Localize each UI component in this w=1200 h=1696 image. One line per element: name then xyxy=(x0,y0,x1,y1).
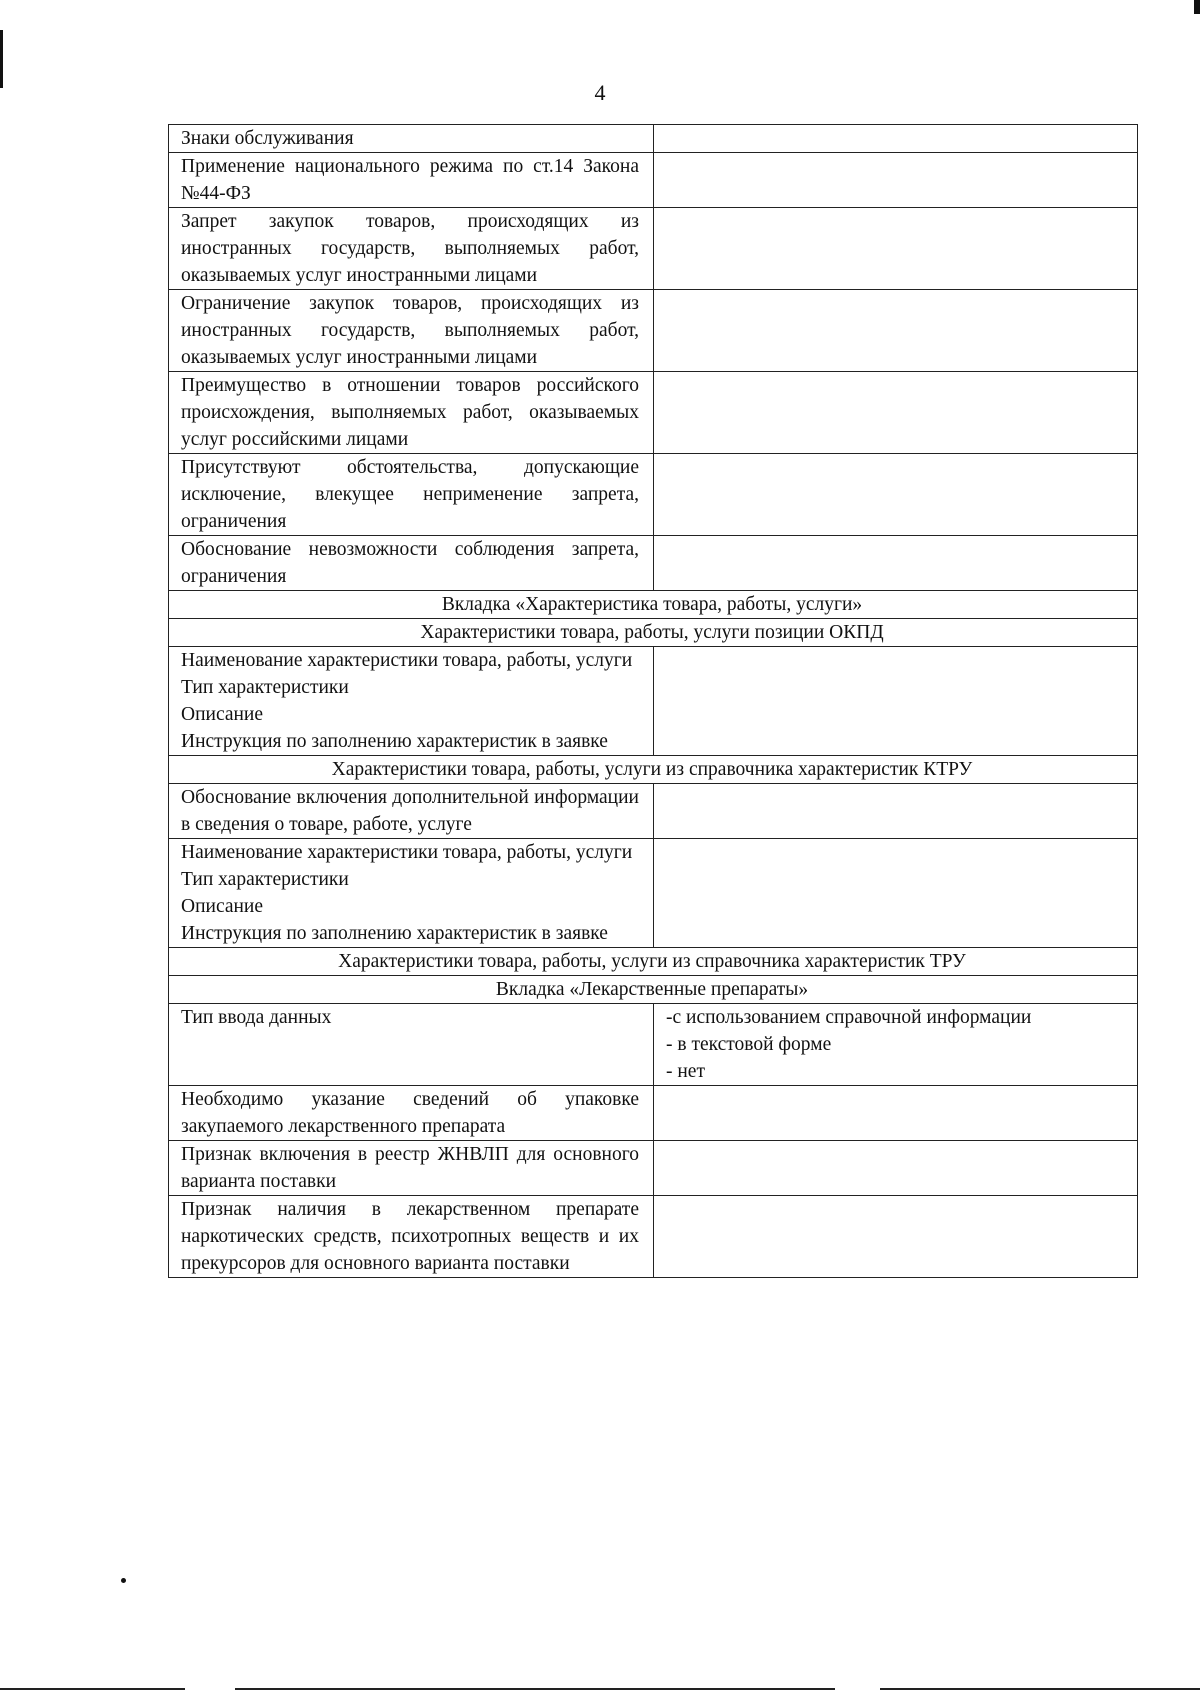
field-row xyxy=(169,125,1138,153)
field-label-line: Наименование характеристики товара, работы, услуги xyxy=(181,842,633,863)
bottom-rule xyxy=(235,1688,835,1690)
section-header-row xyxy=(169,591,1138,619)
value-option: - в текстовой форме xyxy=(666,1034,832,1055)
field-label-line: Инструкция по заполнению характеристик в заявке xyxy=(181,923,608,944)
field-label xyxy=(169,839,654,948)
field-label: Запрет закупок товаров, происходящих из иностранных государств, выполняемых работ, оказываемых услуг иностранными лицами xyxy=(169,208,654,290)
section-header: Характеристики товара, работы, услуги из справочника характеристик КТРУ xyxy=(169,756,1138,784)
field-row xyxy=(169,536,1138,591)
field-label: Тип ввода данных xyxy=(169,1004,654,1086)
field-label: Необходимо указание сведений об упаковке закупаемого лекарственного препарата xyxy=(169,1086,654,1141)
field-value xyxy=(654,1004,1138,1086)
section-header-row xyxy=(169,948,1138,976)
field-value xyxy=(654,784,1138,839)
bottom-rule xyxy=(0,1688,185,1690)
field-value xyxy=(654,536,1138,591)
procurement-fields-table xyxy=(168,124,1138,1278)
field-label: Применение национального режима по ст.14 Закона №44-ФЗ xyxy=(169,153,654,208)
field-value xyxy=(654,1086,1138,1141)
section-header: Вкладка «Характеристика товара, работы, услуги» xyxy=(169,591,1138,619)
field-row xyxy=(169,208,1138,290)
field-row xyxy=(169,290,1138,372)
field-row xyxy=(169,1196,1138,1278)
field-label: Обоснование невозможности соблюдения запрета, ограничения xyxy=(169,536,654,591)
field-value xyxy=(654,153,1138,208)
section-header-row xyxy=(169,976,1138,1004)
field-row xyxy=(169,839,1138,948)
section-header-row xyxy=(169,756,1138,784)
section-header: Характеристики товара, работы, услуги позиции ОКПД xyxy=(169,619,1138,647)
field-row xyxy=(169,1004,1138,1086)
field-row xyxy=(169,1086,1138,1141)
value-option: - нет xyxy=(666,1061,705,1082)
field-label-line: Описание xyxy=(181,704,264,725)
stray-dot xyxy=(121,1578,126,1583)
page-number: 4 xyxy=(594,80,606,105)
section-header: Характеристики товара, работы, услуги из справочника характеристик ТРУ xyxy=(169,948,1138,976)
field-label-line: Наименование характеристики товара, работы, услуги xyxy=(181,650,633,671)
bottom-rule xyxy=(880,1688,1200,1690)
field-value xyxy=(654,839,1138,948)
field-label: Признак включения в реестр ЖНВЛП для основного варианта поставки xyxy=(169,1141,654,1196)
field-row xyxy=(169,372,1138,454)
field-row xyxy=(169,153,1138,208)
field-label: Присутствуют обстоятельства, допускающие исключение, влекущее неприменение запрета, ограничения xyxy=(169,454,654,536)
field-row xyxy=(169,647,1138,756)
value-option: -с использованием справочной информации xyxy=(666,1007,1032,1028)
field-value xyxy=(654,1196,1138,1278)
field-label: Преимущество в отношении товаров российского происхождения, выполняемых работ, оказываемых услуг российскими лицами xyxy=(169,372,654,454)
field-value xyxy=(654,372,1138,454)
field-value xyxy=(654,125,1138,153)
section-header-row xyxy=(169,619,1138,647)
scan-corner-mark xyxy=(1194,0,1200,14)
field-value xyxy=(654,208,1138,290)
field-label: Признак наличия в лекарственном препарате наркотических средств, психотропных веществ и их прекурсоров для основного варианта поставки xyxy=(169,1196,654,1278)
field-label-line: Тип характеристики xyxy=(181,869,349,890)
field-label: Обоснование включения дополнительной информации в сведения о товаре, работе, услуге xyxy=(169,784,654,839)
field-label: Знаки обслуживания xyxy=(169,125,654,153)
section-header: Вкладка «Лекарственные препараты» xyxy=(169,976,1138,1004)
field-label-line: Описание xyxy=(181,896,264,917)
field-row xyxy=(169,454,1138,536)
field-value xyxy=(654,454,1138,536)
field-label-line: Инструкция по заполнению характеристик в заявке xyxy=(181,731,608,752)
field-value xyxy=(654,290,1138,372)
field-label: Ограничение закупок товаров, происходящих из иностранных государств, выполняемых работ, оказываемых услуг иностранными лицами xyxy=(169,290,654,372)
field-value xyxy=(654,647,1138,756)
field-label-line: Тип характеристики xyxy=(181,677,349,698)
field-value xyxy=(654,1141,1138,1196)
field-row xyxy=(169,784,1138,839)
field-row xyxy=(169,1141,1138,1196)
field-label xyxy=(169,647,654,756)
